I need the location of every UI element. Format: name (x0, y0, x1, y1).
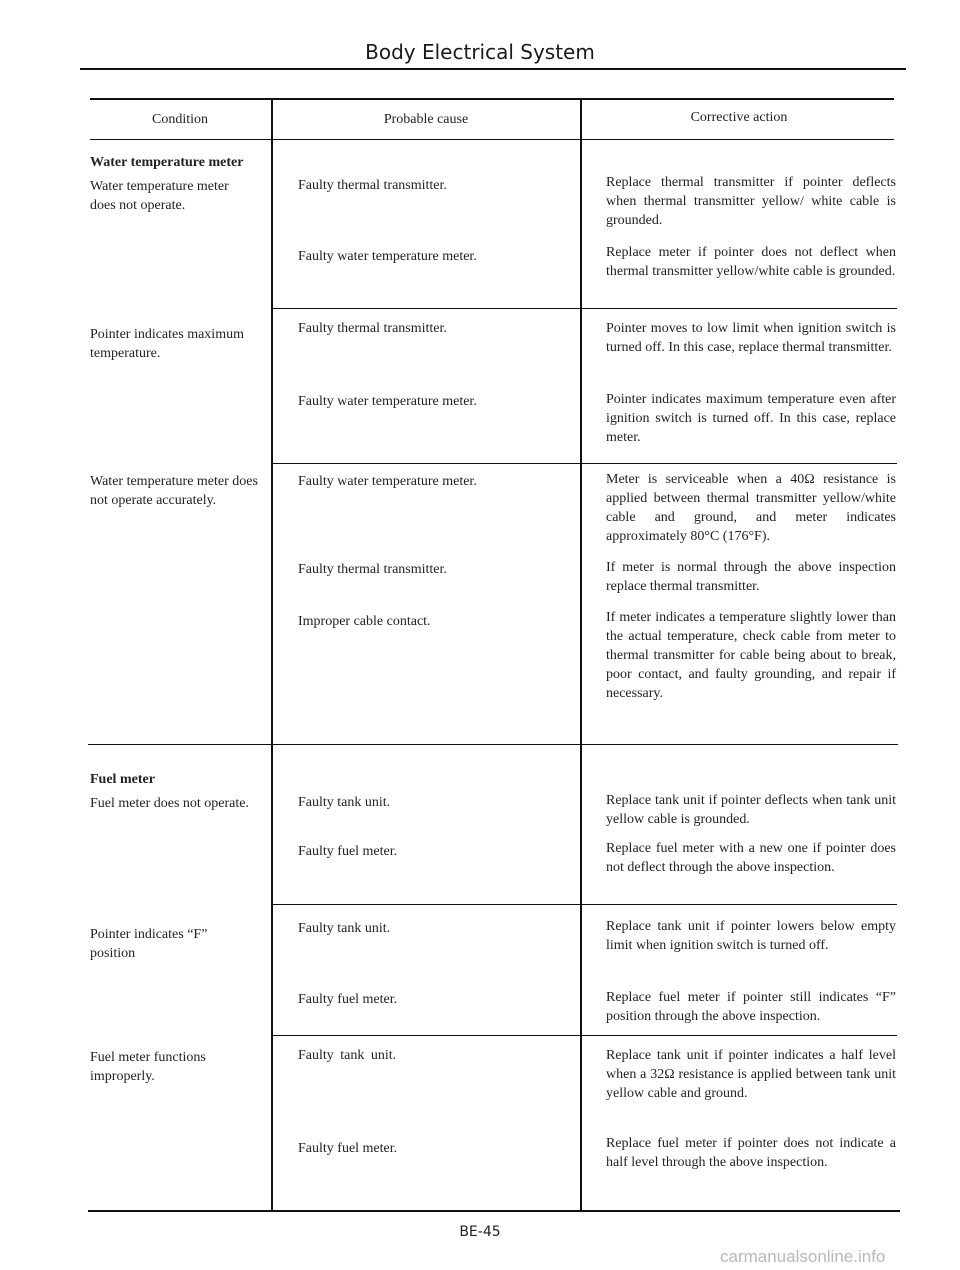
condition-text: Pointer indicates “F” position (90, 927, 208, 961)
column-header-cause: Probable cause (383, 112, 469, 127)
cause-text: Faulty thermal transmitter. (298, 321, 447, 336)
condition-text: Water temperature meter does not operate. (90, 179, 229, 213)
action-text: Replace tank unit if pointer indicates a half level when a 32Ω resistance is applied between tank unit yellow cable and ground. (606, 1048, 896, 1101)
action-text: Pointer indicates maximum temperature even after ignition switch is turned off. In this case, replace meter. (606, 392, 896, 445)
cause-text: Improper cable contact. (298, 614, 431, 629)
column-header-rule (90, 139, 894, 140)
cause-text: Faulty fuel meter. (298, 844, 398, 859)
table-top-rule (90, 98, 894, 100)
action-text: Meter is serviceable when a 40Ω resistance is applied between thermal transmitter yellow/white cable and ground, and meter indicates approximately 80°C (176°F). (606, 472, 896, 544)
condition-text: Fuel meter does not operate. (90, 796, 250, 811)
page-title: Body Electrical System (365, 40, 595, 64)
column-divider-right (580, 99, 582, 1211)
row-separator (272, 904, 897, 905)
action-text: Pointer moves to low limit when ignition switch is turned off. In this case, replace thermal transmitter. (606, 321, 896, 355)
action-text: Replace fuel meter if pointer does not indicate a half level through the above inspection. (606, 1136, 896, 1170)
column-header-action: Corrective action (690, 110, 788, 125)
row-separator (272, 1035, 897, 1036)
condition-text: Fuel meter functions improperly. (90, 1050, 206, 1084)
row-separator (272, 463, 897, 464)
cause-text: Faulty fuel meter. (298, 1141, 398, 1156)
column-divider-left (271, 99, 273, 1211)
condition-text: Pointer indicates maximum temperature. (90, 327, 244, 361)
header-rule (80, 68, 906, 70)
section-separator (88, 744, 898, 745)
section-heading-fuel: Fuel meter (90, 772, 155, 787)
action-text: Replace fuel meter if pointer still indicates “F” position through the above inspection. (606, 990, 896, 1024)
cause-text: Faulty water temperature meter. (298, 249, 477, 264)
action-text: Replace fuel meter with a new one if pointer does not deflect through the above inspection. (606, 841, 896, 875)
action-text: Replace meter if pointer does not deflect when thermal transmitter yellow/white cable is grounded. (606, 245, 896, 279)
section-heading-water: Water temperature meter (90, 155, 244, 170)
watermark: carmanualsonline.info (720, 1247, 886, 1266)
page-number: BE-45 (459, 1224, 501, 1240)
action-text: If meter is normal through the above inspection replace thermal transmitter. (606, 560, 896, 594)
column-header-condition: Condition (151, 112, 208, 127)
cause-text: Faulty water temperature meter. (298, 394, 477, 409)
action-text: Replace thermal transmitter if pointer deflects when thermal transmitter yellow/ white cable is grounded. (606, 175, 896, 228)
cause-text: Faulty thermal transmitter. (298, 178, 447, 193)
cause-text: Faulty thermal transmitter. (298, 562, 447, 577)
cause-text: Faulty water temperature meter. (298, 474, 477, 489)
action-text: If meter indicates a temperature slightly lower than the actual temperature, check cable from meter to thermal transmitter for cable being about to break, poor contact, and faulty grounding, and repair if necessary. (606, 610, 896, 701)
action-text: Replace tank unit if pointer lowers below empty limit when ignition switch is turned off. (606, 919, 896, 953)
cause-text: Faulty tank unit. (298, 795, 391, 810)
table-bottom-rule (88, 1210, 900, 1212)
cause-text: Faulty tank unit. (298, 1048, 397, 1063)
action-text: Replace tank unit if pointer deflects when tank unit yellow cable is grounded. (606, 793, 896, 827)
row-separator (272, 308, 897, 309)
condition-text: Water temperature meter does not operate accurately. (90, 474, 258, 508)
cause-text: Faulty fuel meter. (298, 992, 398, 1007)
cause-text: Faulty tank unit. (298, 921, 391, 936)
